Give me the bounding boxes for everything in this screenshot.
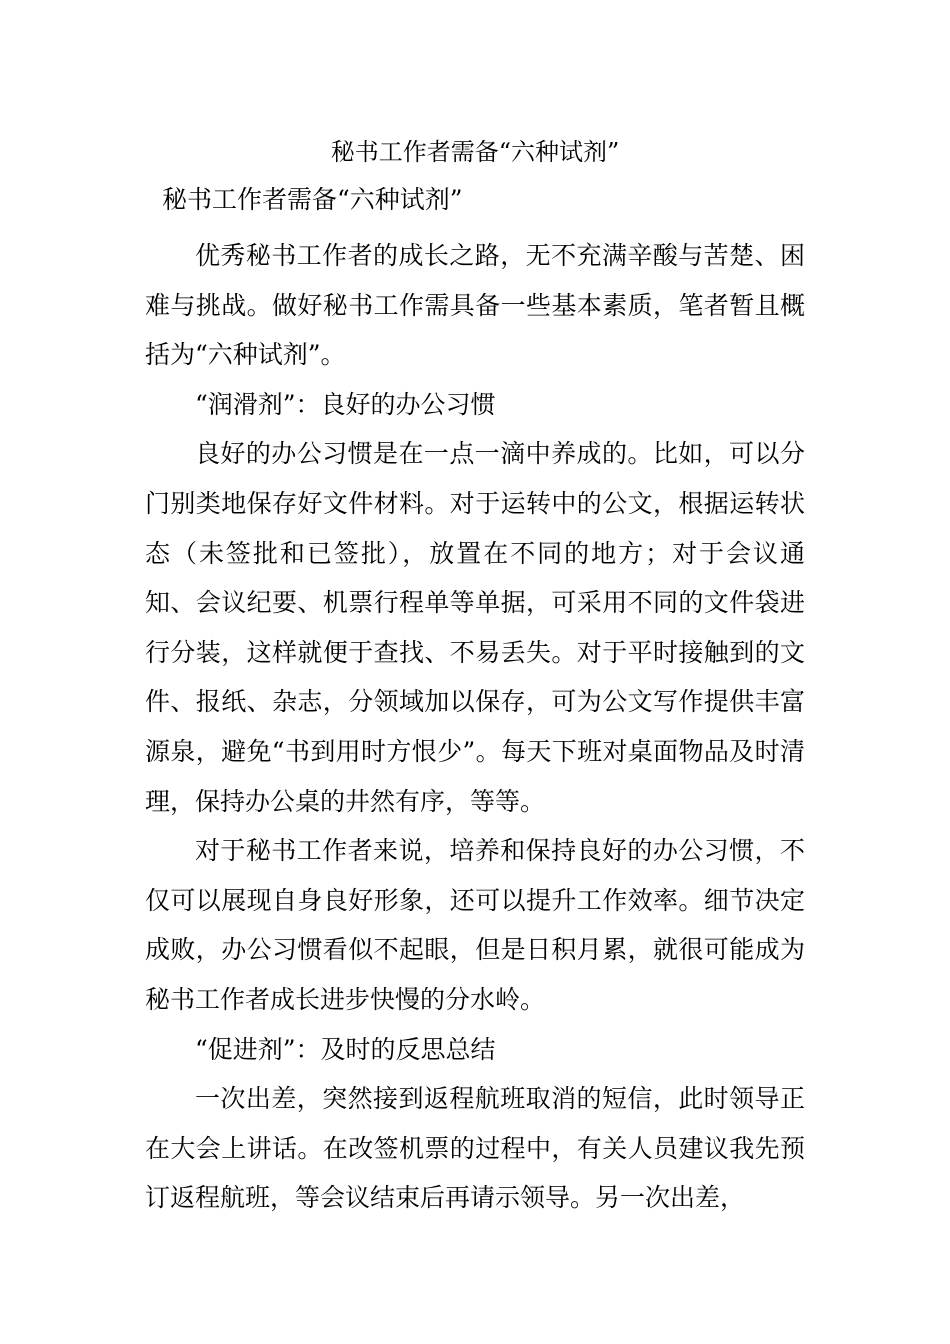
document-subtitle: 秘书工作者需备“六种试剂”	[162, 185, 463, 214]
section-heading-lubricant: “润滑剂”：良好的办公习惯	[195, 389, 496, 419]
page-title: 秘书工作者需备“六种试剂”	[330, 138, 620, 166]
document-body	[145, 231, 805, 1223]
paragraph-office-habits: 良好的办公习惯是在一点一滴中养成的。比如，可以分门别类地保存好文件材料。对于运转中的公文，根据运转状态（未签批和已签批），放置在不同的地方；对于会议通知、会议纪要、机票行程单等单据，可采用不同的文件袋进行分装，这样就便于查找、不易丢失。对于平时接触到的文件、报纸、杂志，分领域加以保存，可为公文写作提供丰富源泉，避免“书到用时方恨少”。每天下班对桌面物品及时清理，保持办公桌的井然有序，等等。	[145, 439, 805, 816]
paragraph-business-trip: 一次出差，突然接到返程航班取消的短信，此时领导正在大会上讲话。在改签机票的过程中，有关人员建议我先预订返程航班，等会议结束后再请示领导。另一次出差，	[145, 1084, 805, 1213]
section-heading-accelerant: “促进剂”：及时的反思总结	[195, 1034, 496, 1064]
paragraph-intro: 优秀秘书工作者的成长之路，无不充满辛酸与苦楚、困难与挑战。做好秘书工作需具备一些基本素质，笔者暂且概括为“六种试剂”。	[145, 241, 805, 370]
paragraph-habits-importance: 对于秘书工作者来说，培养和保持良好的办公习惯，不仅可以展现自身良好形象，还可以提升工作效率。细节决定成败，办公习惯看似不起眼，但是日积月累，就很可能成为秘书工作者成长进步快慢的分水岭。	[145, 836, 805, 1014]
